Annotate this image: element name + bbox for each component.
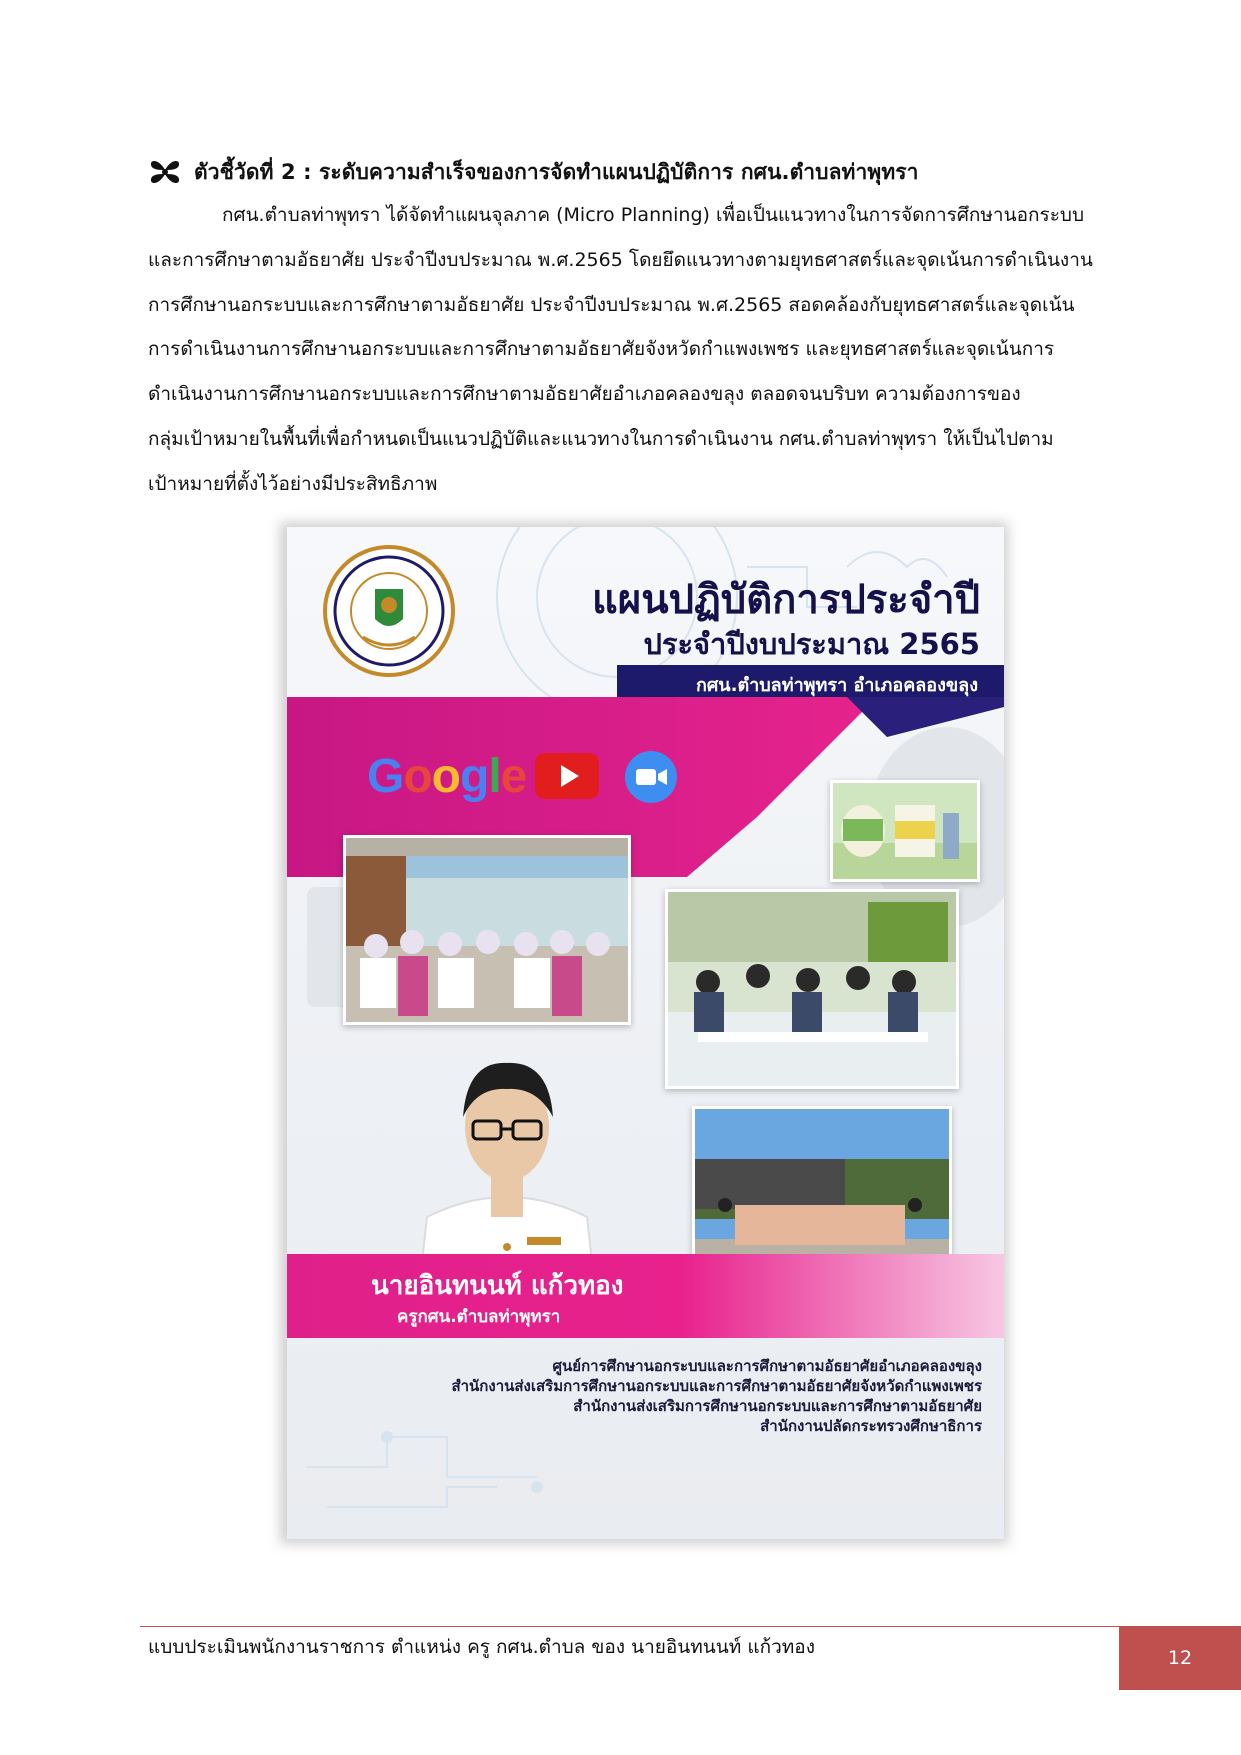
- google-letter: o: [403, 750, 432, 803]
- google-letter: l: [488, 750, 501, 803]
- google-letter: e: [500, 750, 527, 803]
- paragraph-line: และการศึกษาตามอัธยาศัย ประจำปีงบประมาณ พ.ศ.2565 โดยยึดแนวทางตามยุทธศาสตร์และจุดเน้นการดำเนินงาน: [148, 248, 1093, 271]
- google-letter: G: [367, 750, 404, 803]
- zoom-icon: [623, 749, 679, 805]
- organization-line: สำนักงานส่งเสริมการศึกษานอกระบบและการศึกษาตามอัธยาศัยจังหวัดกำแพงเพชร: [451, 1377, 982, 1395]
- community-group-photo: [343, 835, 631, 1025]
- youtube-icon: [533, 749, 601, 803]
- office-seal-logo: [323, 545, 455, 677]
- teacher-role: ครูกศน.ตำบลท่าพุทรา: [397, 1307, 561, 1327]
- teacher-name: นายอินทนนท์ แก้วทอง: [371, 1271, 624, 1301]
- plan-cover-image: [287, 527, 1004, 1539]
- organization-list: [422, 1356, 982, 1436]
- google-letter: g: [460, 750, 489, 803]
- page-number-box: [1119, 1626, 1241, 1690]
- product-photo: [830, 780, 980, 882]
- paragraph-line: เป้าหมายที่ตั้งไว้อย่างมีประสิทธิภาพ: [148, 472, 438, 495]
- organization-line: สำนักงานส่งเสริมการศึกษานอกระบบและการศึกษาตามอัธยาศัย: [573, 1397, 982, 1415]
- paragraph-line: ดำเนินงานการศึกษานอกระบบและการศึกษาตามอัธยาศัยอำเภอคลองขลุง ตลอดจนบริบท ความต้องการของ: [148, 383, 1021, 406]
- page-number: 12: [1167, 1647, 1193, 1669]
- paragraph-line: กลุ่มเป้าหมายในพื้นที่เพื่อกำหนดเป็นแนวปฏิบัติและแนวทางในการดำเนินงาน กศน.ตำบลท่าพุทรา ให้เป็นไปตาม: [148, 427, 1054, 450]
- body-paragraph: [148, 193, 1168, 507]
- organization-line: สำนักงานปลัดกระทรวงศึกษาธิการ: [760, 1417, 982, 1435]
- footer-text: แบบประเมินพนักงานราชการ ตำแหน่ง ครู กศน.ตำบล ของ นายอินทนนท์ แก้วทอง: [148, 1636, 815, 1658]
- paragraph-line: การศึกษานอกระบบและการศึกษาตามอัธยาศัย ประจำปีงบประมาณ พ.ศ.2565 สอดคล้องกับยุทธศาสตร์และจุดเน้น: [148, 293, 1075, 316]
- cover-band-text: กศน.ตำบลท่าพุทรา อำเภอคลองขลุง: [695, 675, 978, 696]
- paragraph-line: การดำเนินงานการศึกษานอกระบบและการศึกษาตามอัธยาศัยจังหวัดกำแพงเพชร และยุทธศาสตร์และจุดเน้นการ: [148, 338, 1055, 361]
- classroom-photo: [665, 889, 959, 1089]
- google-logo: [367, 749, 526, 804]
- cover-subtitle: ประจำปีงบประมาณ 2565: [643, 627, 980, 661]
- organization-line: ศูนย์การศึกษานอกระบบและการศึกษาตามอัธยาศัยอำเภอคลองขลุง: [552, 1357, 982, 1375]
- paragraph-line: กศน.ตำบลท่าพุทรา ได้จัดทำแผนจุลภาค (Micro Planning) เพื่อเป็นแนวทางในการจัดการศึกษานอกระบบ: [222, 204, 1085, 226]
- google-letter: o: [431, 750, 460, 803]
- heading-text: ตัวชี้วัดที่ 2 : ระดับความสำเร็จของการจัดทำแผนปฏิบัติการ กศน.ตำบลท่าพุทรา: [194, 159, 919, 184]
- floral-ornament-icon: [148, 155, 182, 189]
- indicator-heading: [148, 152, 1148, 192]
- footer-rule: [140, 1626, 1241, 1627]
- cover-title: แผนปฏิบัติการประจำปี: [592, 577, 980, 623]
